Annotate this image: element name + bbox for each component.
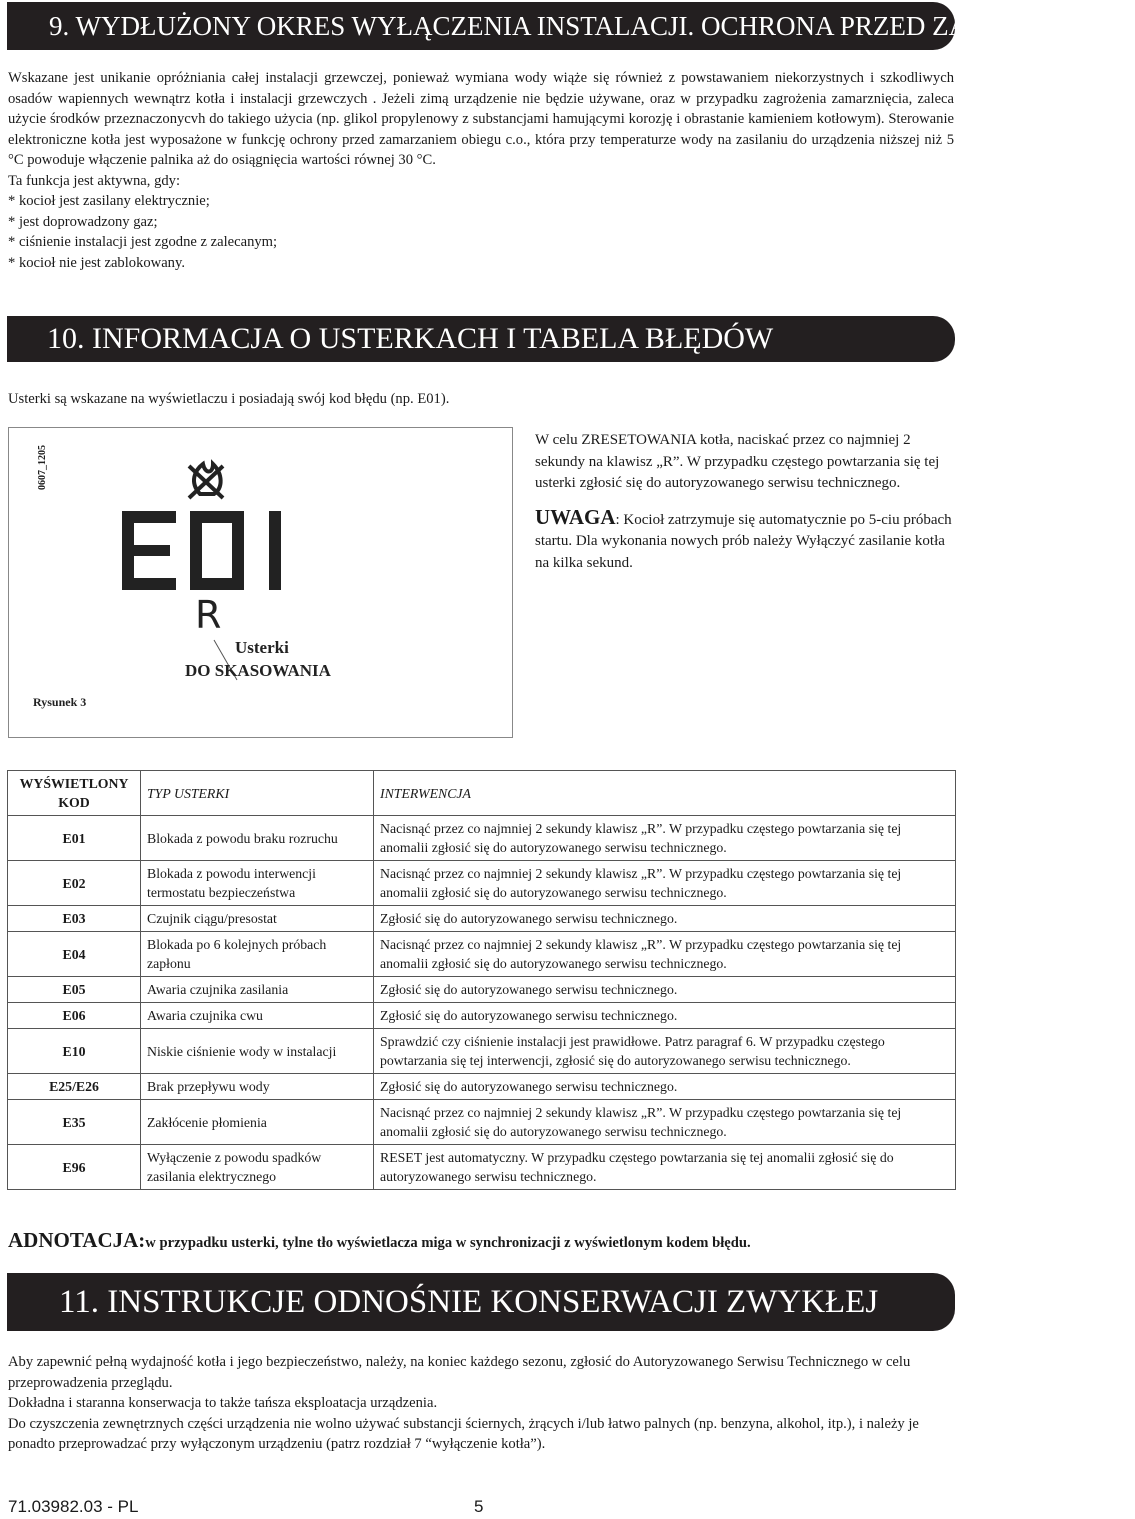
- uwaga-note: [535, 504, 955, 575]
- row-action: Zgłosić się do autoryzowanego serwisu technicznego.: [374, 906, 956, 932]
- header-action: INTERWENCJA: [374, 771, 956, 816]
- section-10-intro: Usterki są wskazane na wyświetlaczu i posiadają swój kod błędu (np. E01).: [8, 391, 450, 407]
- row-type: Niskie ciśnienie wody w instalacji: [141, 1029, 374, 1074]
- row-type: Wyłączenie z powodu spadków zasilania elektrycznego: [141, 1145, 374, 1190]
- section-9-title: 9. WYDŁUŻONY OKRES WYŁĄCZENIA INSTALACJI. OCHRONA PRZED ZAMARZANIEM: [7, 2, 955, 50]
- reset-instructions: [535, 430, 955, 575]
- header-type: TYP USTERKI: [141, 771, 374, 816]
- condition-item: * jest doprowadzony gaz;: [8, 213, 158, 230]
- row-code: E04: [8, 932, 141, 977]
- section-9-body: [8, 68, 954, 273]
- condition-item: * kocioł nie jest zablokowany.: [8, 254, 185, 271]
- row-action: Zgłosić się do autoryzowanego serwisu technicznego.: [374, 977, 956, 1003]
- row-action: RESET jest automatyczny. W przypadku częstego powtarzania się tej anomalii zgłosić się do autoryzowanego serwisu technicznego.: [374, 1145, 956, 1190]
- uwaga-title: UWAGA: [535, 504, 616, 529]
- section-11-paragraph: Do czyszczenia zewnętrznych części urządzenia nie wolno używać substancji ściernych, żrących i/lub łatwo palnych (np. benzyna, alkohol, itp.), i należy je ponadto przeprowadzać przy wyłączonym urządzeniu (patrz rozdział 7 “wyłączenie kotła”).: [8, 1415, 919, 1452]
- table-row: [8, 932, 956, 977]
- figure-3: [8, 427, 513, 738]
- row-code: E03: [8, 906, 141, 932]
- display-note: [8, 1228, 958, 1253]
- table-row: [8, 1074, 956, 1100]
- row-code: E02: [8, 861, 141, 906]
- row-code: E35: [8, 1100, 141, 1145]
- section-10-title: 10. INFORMACJA O USTERKACH I TABELA BŁĘDÓW: [7, 316, 955, 362]
- note-title: ADNOTACJA:: [8, 1228, 146, 1252]
- reset-text: W celu ZRESETOWANIA kotła, naciskać przez co najmniej 2 sekundy na klawisz „R”. W przypadku częstego powtarzania się tej usterki zgłosić się do autoryzowanego serwisu technicznego.: [535, 432, 940, 492]
- table-row: [8, 861, 956, 906]
- row-code: E96: [8, 1145, 141, 1190]
- row-action: Sprawdzić czy ciśnienie instalacji jest prawidłowe. Patrz paragraf 6. W przypadku częstego powtarzania się tej interwencji, zgłosić się do autoryzowanego serwisu technicznego.: [374, 1029, 956, 1074]
- row-action: Nacisnąć przez co najmniej 2 sekundy klawisz „R”. W przypadku częstego powtarzania się tej anomalii zgłosić się do autoryzowanego serwisu technicznego.: [374, 932, 956, 977]
- figure-caption: Rysunek 3: [33, 695, 87, 709]
- condition-item: * ciśnienie instalacji jest zgodne z zalecanym;: [8, 234, 278, 250]
- table-row: [8, 977, 956, 1003]
- e01-segment-display: [122, 511, 281, 590]
- row-code: E01: [8, 816, 141, 861]
- row-action: Nacisnąć przez co najmniej 2 sekundy klawisz „R”. W przypadku częstego powtarzania się tej anomalii zgłosić się do autoryzowanego serwisu technicznego.: [374, 861, 956, 906]
- table-row: [8, 1029, 956, 1074]
- page-number: 5: [474, 1497, 484, 1516]
- row-action: Zgłosić się do autoryzowanego serwisu technicznego.: [374, 1074, 956, 1100]
- row-code: E10: [8, 1029, 141, 1074]
- table-header-row: [8, 771, 956, 816]
- row-action: Zgłosić się do autoryzowanego serwisu technicznego.: [374, 1003, 956, 1029]
- row-code: E25/E26: [8, 1074, 141, 1100]
- row-type: Awaria czujnika cwu: [141, 1003, 374, 1029]
- figure-code: 0607_1205: [37, 445, 48, 490]
- row-type: Czujnik ciągu/presostat: [141, 906, 374, 932]
- table-row: [8, 1145, 956, 1190]
- row-type: Blokada z powodu braku rozruchu: [141, 816, 374, 861]
- section-9-paragraph: Wskazane jest unikanie opróżniania całej instalacji grzewczej, ponieważ wymiana wody wiąże się również z powstawaniem niekorzystnych i szkodliwych osadów wapiennych wewnątrz kotła i instalacji grzewczych . Jeżeli zimą urządzenie nie będzie używane, oraz w przypadku zagrożenia zamarznięcia, zaleca użycie środków przeznaczonycvh do takiego użycia (np. glikol propylenowy z substancjami hamującymi korozję i obrastanie kamieniem kotłowym). Sterowanie elektroniczne kotła jest wyposażone w funkcję ochrony przed zamarzaniem obiegu c.o., która przy temperaturze wody na zasilaniu do urządzenia niższej niż 5 °C powoduje włączenie palnika aż do osiągnięcia wartości równej 30 °C.: [8, 70, 954, 168]
- document-code: 71.03982.03 - PL: [8, 1497, 139, 1516]
- annotation-usterki: Usterki: [235, 638, 289, 657]
- row-type: Blokada z powodu interwencji termostatu bezpieczeństwa: [141, 861, 374, 906]
- table-row: [8, 906, 956, 932]
- display-illustration: [9, 428, 512, 737]
- section-11-body: [8, 1352, 954, 1455]
- header-code: WYŚWIETLONY KOD: [8, 771, 141, 816]
- section-11-paragraph: Dokładna i staranna konserwacja to także tańsza eksploatacja urządzenia.: [8, 1395, 438, 1411]
- error-table: [7, 770, 956, 1190]
- row-type: Brak przepływu wody: [141, 1074, 374, 1100]
- uwaga-text: : Kocioł zatrzymuje się automatycznie po 5-ciu próbach startu. Dla wykonania nowych prób należy Wyłączyć zasilanie kotła na kilka sekund.: [535, 511, 952, 571]
- condition-item: * kocioł jest zasilany elektrycznie;: [8, 193, 210, 209]
- row-type: Zakłócenie płomienia: [141, 1100, 374, 1145]
- no-flame-icon: [189, 464, 223, 498]
- table-row: [8, 1003, 956, 1029]
- section-11-paragraph: Aby zapewnić pełną wydajność kotła i jego bezpieczeństwo, należy, na koniec każdego sezonu, zgłosić do Autoryzowanego Serwisu Technicznego w celu przeprowadzenia przeglądu.: [8, 1354, 911, 1391]
- row-action: Nacisnąć przez co najmniej 2 sekundy klawisz „R”. W przypadku częstego powtarzania się tej anomalii zgłosić się do autoryzowanego serwisu technicznego.: [374, 1100, 956, 1145]
- row-type: Awaria czujnika zasilania: [141, 977, 374, 1003]
- note-text: w przypadku usterki, tylne tło wyświetlacza miga w synchronizacji z wyświetlonym kodem błędu.: [145, 1235, 751, 1251]
- row-code: E05: [8, 977, 141, 1003]
- section-11-title: 11. INSTRUKCJE ODNOŚNIE KONSERWACJI ZWYKŁEJ: [7, 1273, 955, 1331]
- annotation-do-skasowania: DO SKASOWANIA: [185, 661, 331, 680]
- reset-letter: R: [195, 593, 222, 637]
- row-type: Blokada po 6 kolejnych próbach zapłonu: [141, 932, 374, 977]
- table-row: [8, 816, 956, 861]
- conditions-intro: Ta funkcja jest aktywna, gdy:: [8, 172, 181, 189]
- row-code: E06: [8, 1003, 141, 1029]
- row-action: Nacisnąć przez co najmniej 2 sekundy klawisz „R”. W przypadku częstego powtarzania się tej anomalii zgłosić się do autoryzowanego serwisu technicznego.: [374, 816, 956, 861]
- table-row: [8, 1100, 956, 1145]
